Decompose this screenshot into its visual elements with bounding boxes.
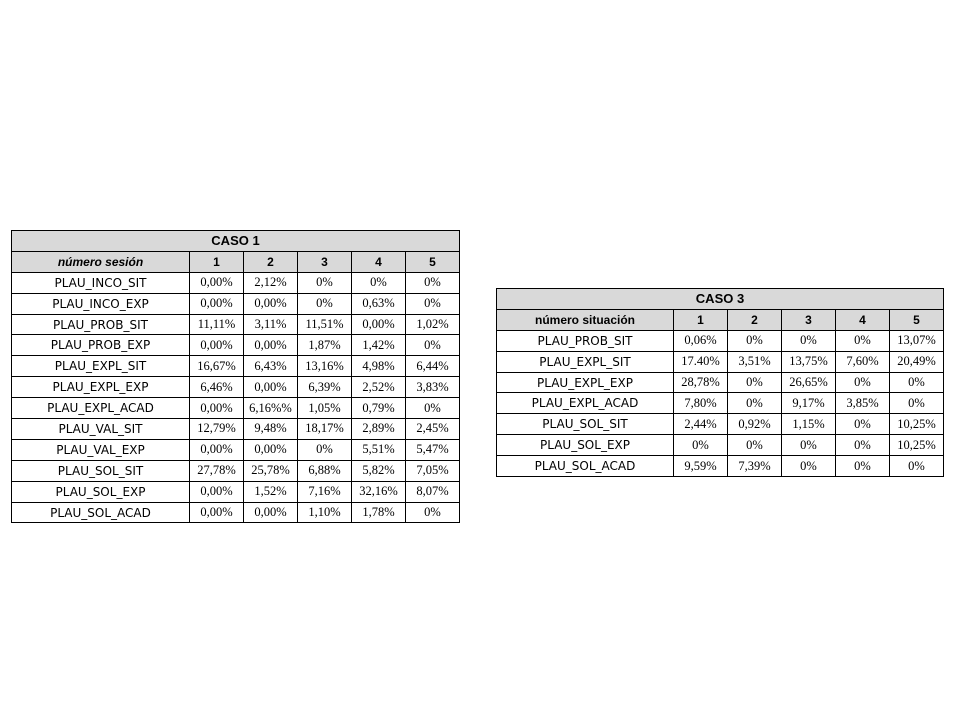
row-label: PLAU_SOL_EXP (12, 481, 190, 502)
value-cell: 0% (406, 293, 460, 314)
value-cell: 17.40% (674, 351, 728, 372)
table-row (497, 414, 944, 435)
table-row (12, 272, 460, 293)
value-cell: 0,00% (190, 398, 244, 419)
value-cell: 0% (728, 372, 782, 393)
table-row (12, 293, 460, 314)
value-cell: 6,88% (298, 460, 352, 481)
table-row (12, 398, 460, 419)
value-cell: 0% (782, 435, 836, 456)
value-cell: 0% (298, 439, 352, 460)
value-cell: 0,00% (190, 502, 244, 523)
value-cell: 0% (836, 456, 890, 477)
caso3-col-header: 5 (890, 309, 944, 330)
value-cell: 0,00% (244, 377, 298, 398)
value-cell: 0% (728, 393, 782, 414)
row-label: PLAU_PROB_SIT (497, 330, 674, 351)
value-cell: 0% (298, 272, 352, 293)
caso1-col-header: 5 (406, 251, 460, 272)
value-cell: 0,00% (244, 439, 298, 460)
caso1-col-header: 4 (352, 251, 406, 272)
value-cell: 5,82% (352, 460, 406, 481)
value-cell: 13,07% (890, 330, 944, 351)
value-cell: 16,67% (190, 356, 244, 377)
table-row (497, 330, 944, 351)
value-cell: 3,11% (244, 314, 298, 335)
value-cell: 0,06% (674, 330, 728, 351)
value-cell: 3,85% (836, 393, 890, 414)
value-cell: 0,00% (244, 293, 298, 314)
value-cell: 0% (298, 293, 352, 314)
value-cell: 0,00% (244, 335, 298, 356)
value-cell: 0,00% (190, 439, 244, 460)
value-cell: 0% (782, 456, 836, 477)
value-cell: 1,42% (352, 335, 406, 356)
caso3-title: CASO 3 (497, 289, 944, 310)
row-label: PLAU_SOL_SIT (497, 414, 674, 435)
row-label: PLAU_EXPL_ACAD (497, 393, 674, 414)
value-cell: 0% (406, 398, 460, 419)
table-row (497, 372, 944, 393)
table-row (12, 460, 460, 481)
value-cell: 1,52% (244, 481, 298, 502)
value-cell: 9,17% (782, 393, 836, 414)
value-cell: 1,78% (352, 502, 406, 523)
value-cell: 0% (890, 456, 944, 477)
table-row (12, 314, 460, 335)
value-cell: 4,98% (352, 356, 406, 377)
table-row (12, 419, 460, 440)
value-cell: 13,16% (298, 356, 352, 377)
caso3-table (496, 288, 944, 477)
value-cell: 0% (890, 372, 944, 393)
table-row (12, 439, 460, 460)
value-cell: 0% (406, 272, 460, 293)
caso3-col-header: 1 (674, 309, 728, 330)
value-cell: 7,60% (836, 351, 890, 372)
row-label: PLAU_EXPL_EXP (12, 377, 190, 398)
value-cell: 0,00% (190, 481, 244, 502)
value-cell: 26,65% (782, 372, 836, 393)
row-label: PLAU_PROB_SIT (12, 314, 190, 335)
row-label: PLAU_PROB_EXP (12, 335, 190, 356)
value-cell: 10,25% (890, 435, 944, 456)
row-label: PLAU_EXPL_SIT (497, 351, 674, 372)
value-cell: 5,51% (352, 439, 406, 460)
value-cell: 27,78% (190, 460, 244, 481)
value-cell: 11,11% (190, 314, 244, 335)
table-row (12, 502, 460, 523)
row-label: PLAU_SOL_ACAD (12, 502, 190, 523)
row-label: PLAU_EXPL_ACAD (12, 398, 190, 419)
row-label: PLAU_SOL_EXP (497, 435, 674, 456)
value-cell: 0% (352, 272, 406, 293)
value-cell: 2,12% (244, 272, 298, 293)
value-cell: 0% (836, 372, 890, 393)
value-cell: 0% (836, 435, 890, 456)
value-cell: 25,78% (244, 460, 298, 481)
caso1-row-header: número sesión (12, 251, 190, 272)
table-row (12, 481, 460, 502)
value-cell: 0,00% (190, 293, 244, 314)
value-cell: 2,44% (674, 414, 728, 435)
value-cell: 2,45% (406, 419, 460, 440)
value-cell: 1,05% (298, 398, 352, 419)
caso3-row-header: número situación (497, 309, 674, 330)
row-label: PLAU_INCO_EXP (12, 293, 190, 314)
value-cell: 0% (406, 335, 460, 356)
table-row (497, 456, 944, 477)
row-label: PLAU_EXPL_EXP (497, 372, 674, 393)
value-cell: 0,63% (352, 293, 406, 314)
caso3-header-row (497, 309, 944, 330)
value-cell: 3,83% (406, 377, 460, 398)
value-cell: 32,16% (352, 481, 406, 502)
table-row (497, 351, 944, 372)
value-cell: 7,80% (674, 393, 728, 414)
value-cell: 6,16%% (244, 398, 298, 419)
value-cell: 0,00% (244, 502, 298, 523)
row-label: PLAU_INCO_SIT (12, 272, 190, 293)
table-row (497, 393, 944, 414)
value-cell: 0% (782, 330, 836, 351)
table-row (12, 335, 460, 356)
value-cell: 6,43% (244, 356, 298, 377)
value-cell: 0,92% (728, 414, 782, 435)
caso3-col-header: 3 (782, 309, 836, 330)
caso3-col-header: 4 (836, 309, 890, 330)
value-cell: 1,10% (298, 502, 352, 523)
caso3-col-header: 2 (728, 309, 782, 330)
caso1-table (11, 230, 460, 523)
value-cell: 3,51% (728, 351, 782, 372)
value-cell: 1,15% (782, 414, 836, 435)
caso1-col-header: 2 (244, 251, 298, 272)
value-cell: 2,89% (352, 419, 406, 440)
value-cell: 6,39% (298, 377, 352, 398)
value-cell: 12,79% (190, 419, 244, 440)
value-cell: 10,25% (890, 414, 944, 435)
value-cell: 1,87% (298, 335, 352, 356)
row-label: PLAU_VAL_EXP (12, 439, 190, 460)
value-cell: 6,44% (406, 356, 460, 377)
caso1-header-row (12, 251, 460, 272)
value-cell: 11,51% (298, 314, 352, 335)
value-cell: 7,05% (406, 460, 460, 481)
value-cell: 2,52% (352, 377, 406, 398)
row-label: PLAU_EXPL_SIT (12, 356, 190, 377)
table-row (497, 435, 944, 456)
value-cell: 0% (890, 393, 944, 414)
caso1-col-header: 1 (190, 251, 244, 272)
value-cell: 0,79% (352, 398, 406, 419)
table-row (12, 356, 460, 377)
value-cell: 0% (728, 330, 782, 351)
table-row (12, 377, 460, 398)
value-cell: 0% (836, 414, 890, 435)
value-cell: 7,16% (298, 481, 352, 502)
value-cell: 0,00% (352, 314, 406, 335)
value-cell: 0% (406, 502, 460, 523)
value-cell: 6,46% (190, 377, 244, 398)
value-cell: 28,78% (674, 372, 728, 393)
value-cell: 8,07% (406, 481, 460, 502)
row-label: PLAU_SOL_SIT (12, 460, 190, 481)
caso1-title: CASO 1 (12, 231, 460, 252)
value-cell: 1,02% (406, 314, 460, 335)
value-cell: 0% (674, 435, 728, 456)
value-cell: 20,49% (890, 351, 944, 372)
value-cell: 7,39% (728, 456, 782, 477)
caso1-col-header: 3 (298, 251, 352, 272)
value-cell: 0% (836, 330, 890, 351)
row-label: PLAU_VAL_SIT (12, 419, 190, 440)
value-cell: 9,59% (674, 456, 728, 477)
row-label: PLAU_SOL_ACAD (497, 456, 674, 477)
value-cell: 0% (728, 435, 782, 456)
value-cell: 18,17% (298, 419, 352, 440)
value-cell: 0,00% (190, 335, 244, 356)
value-cell: 0,00% (190, 272, 244, 293)
value-cell: 9,48% (244, 419, 298, 440)
value-cell: 5,47% (406, 439, 460, 460)
value-cell: 13,75% (782, 351, 836, 372)
